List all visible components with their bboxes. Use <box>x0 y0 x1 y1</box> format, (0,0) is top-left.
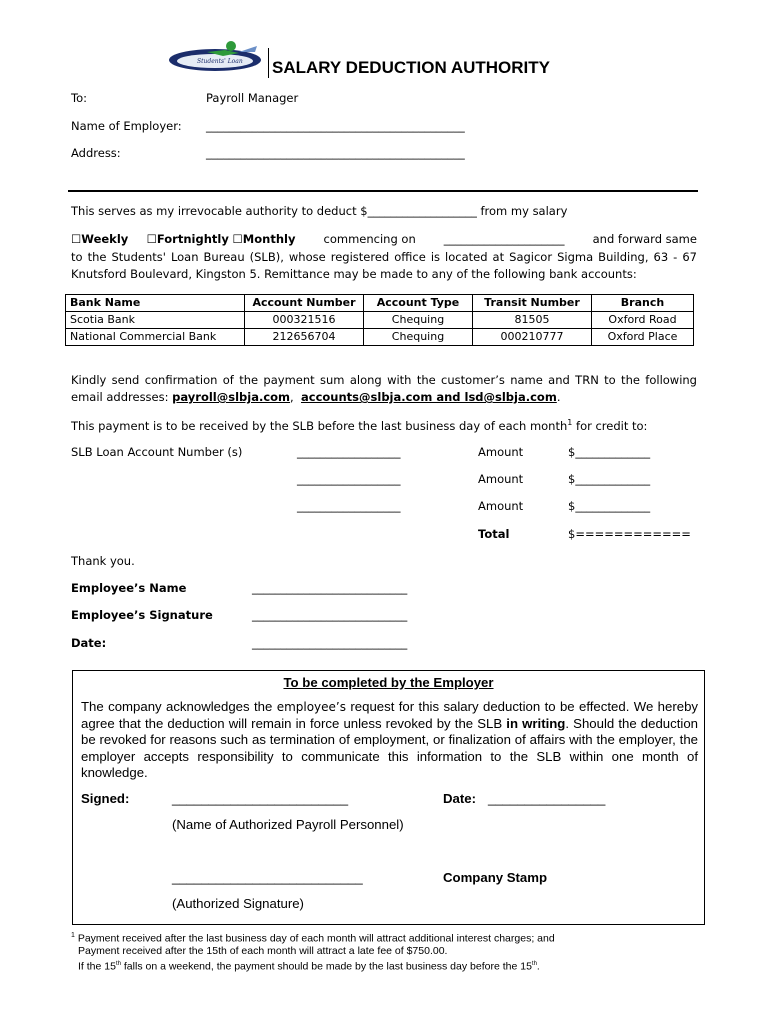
cell-account-type: Chequing <box>364 312 473 329</box>
frequency-line <box>71 232 697 246</box>
total-label: Total <box>478 527 510 541</box>
employer-paragraph <box>81 699 698 782</box>
authority-line <box>71 204 567 218</box>
para-part-1: The company acknowledges the <box>81 699 273 714</box>
employee-word: employee’s <box>276 700 346 714</box>
cell-account-type: Chequing <box>364 329 473 346</box>
confirmation-text: Kindly send confirmation of the payment sum along with the customer’s name and TRN to the following email addresses: <box>71 373 697 404</box>
authority-paragraph: to the Students' Loan Bureau (SLB), whose registered office is located at Sagicor Sigma Building, 63 - 67 Knutsford Boulevard, Kingston 5. Remittance may be made to any of the following bank accounts: <box>71 250 697 281</box>
email-separator: , <box>290 390 294 404</box>
email-link-payroll[interactable]: payroll@slbja.com <box>172 390 291 404</box>
amount-label-1: Amount <box>478 445 524 459</box>
employer-date-field[interactable]: ________________ <box>488 791 606 806</box>
payment-note-text: This payment is to be received by the SLB before the last business day of each month <box>71 418 568 433</box>
authority-prefix: This serves as my irrevocable authority to deduct $ <box>71 204 368 218</box>
footnote-sup-2: th <box>531 960 537 967</box>
cell-transit-number: 000210777 <box>473 329 592 346</box>
footnote-sup-1: th <box>115 960 121 967</box>
payment-note-suffix: for credit to: <box>576 418 648 433</box>
loan-account-label: SLB Loan Account Number (s) <box>71 445 243 459</box>
amount-field-3[interactable]: $_____________ <box>568 499 651 513</box>
payroll-personnel-caption: (Name of Authorized Payroll Personnel) <box>172 817 404 832</box>
col-bank-name: Bank Name <box>66 295 245 312</box>
checkbox-weekly[interactable]: ☐Weekly <box>71 232 129 246</box>
footnote-line-1 <box>71 930 555 945</box>
loan-account-field-3[interactable]: __________________ <box>297 499 401 513</box>
payment-note <box>71 418 647 433</box>
authority-suffix: from my salary <box>480 204 568 218</box>
employee-signature-field[interactable]: ___________________________ <box>252 608 408 622</box>
thank-you: Thank you. <box>71 554 135 568</box>
footnote-number: 1 <box>71 932 75 939</box>
title-divider <box>268 48 269 78</box>
footnote-text-3c: . <box>536 960 540 972</box>
date-field[interactable]: ___________________________ <box>252 636 408 650</box>
signed-field[interactable]: ________________________ <box>172 791 349 806</box>
col-transit-number: Transit Number <box>473 295 592 312</box>
footnote-marker: 1 <box>567 418 573 427</box>
footnote-line-2 <box>71 945 555 958</box>
amount-field-2[interactable]: $_____________ <box>568 472 651 486</box>
forward-text: and forward same <box>592 232 697 246</box>
total-value: $============ <box>568 527 691 541</box>
signed-label: Signed: <box>81 791 130 806</box>
cell-account-number: 212656704 <box>245 329 364 346</box>
para-part-3: . Should the deduction be revoked for reasons such as termination of employment, or finalization of affairs with the employer, the employer accepts responsibility to communicate this information to the SLB within one month of knowledge. <box>81 715 698 780</box>
footnote <box>71 930 555 973</box>
amount-field-1[interactable]: $_____________ <box>568 445 651 459</box>
footnote-text-3a: If the 15 <box>78 960 116 972</box>
footnote-text-1: Payment received after the last business day of each month will attract additional interest charges; and <box>77 932 555 945</box>
cell-bank-name: National Commercial Bank <box>66 329 245 346</box>
to-value: Payroll Manager <box>206 91 299 105</box>
employee-name-field[interactable]: ___________________________ <box>252 581 408 595</box>
company-stamp-label: Company Stamp <box>443 870 548 885</box>
col-branch: Branch <box>592 295 694 312</box>
table-row <box>66 329 694 346</box>
amount-label-2: Amount <box>478 472 524 486</box>
confirmation-paragraph <box>71 372 697 406</box>
amount-label-3: Amount <box>478 499 524 513</box>
footnote-text-3b: falls on a weekend, the payment should be made by the last business day before the 15 <box>123 960 532 972</box>
bank-accounts-table <box>65 294 694 346</box>
email-link-accounts[interactable]: accounts@slbja.com and lsd@slbja.com <box>301 390 557 404</box>
employer-field[interactable]: _____________________________________________ <box>206 119 465 133</box>
employee-signature-label: Employee’s Signature <box>71 608 213 622</box>
cell-branch: Oxford Place <box>592 329 694 346</box>
cell-transit-number: 81505 <box>473 312 592 329</box>
employee-name-label: Employee’s Name <box>71 581 187 595</box>
address-field[interactable]: _____________________________________________ <box>206 146 465 160</box>
loan-account-field-2[interactable]: __________________ <box>297 472 401 486</box>
deduction-amount-field[interactable]: ___________________ <box>367 204 477 218</box>
cell-account-number: 000321516 <box>245 312 364 329</box>
svg-text:Students' Loan: Students' Loan <box>197 58 243 65</box>
table-header-row <box>66 295 694 312</box>
checkbox-monthly[interactable]: ☐Monthly <box>232 232 296 246</box>
confirmation-end: . <box>556 390 561 404</box>
page-title: SALARY DEDUCTION AUTHORITY <box>272 58 550 77</box>
slb-logo <box>167 38 263 74</box>
employer-section-heading: To be completed by the Employer <box>283 675 494 690</box>
employer-date-label: Date: <box>443 791 476 806</box>
cell-branch: Oxford Road <box>592 312 694 329</box>
employer-label: Name of Employer: <box>71 119 182 133</box>
col-account-type: Account Type <box>364 295 473 312</box>
to-label: To: <box>71 91 87 105</box>
footnote-text-2: Payment received after the 15th of each month will attract a late fee of $750.00. <box>78 945 448 957</box>
commencing-text: commencing on <box>323 232 416 246</box>
para-part-2: request for this salary deduction to be effected. We hereby agree that the deduction will remain in force unless revoked by the SLB <box>81 699 698 731</box>
authorized-signature-field[interactable]: __________________________ <box>172 870 363 885</box>
col-account-number: Account Number <box>245 295 364 312</box>
in-writing: in writing <box>506 715 566 731</box>
date-label: Date: <box>71 636 107 650</box>
address-label: Address: <box>71 146 121 160</box>
checkbox-fortnightly[interactable]: ☐Fortnightly <box>146 232 229 246</box>
loan-account-field-1[interactable]: __________________ <box>297 445 401 459</box>
table-row <box>66 312 694 329</box>
commencing-date-field[interactable]: _____________________ <box>443 232 565 246</box>
section-divider <box>68 190 698 192</box>
authorized-signature-caption: (Authorized Signature) <box>172 896 304 911</box>
footnote-line-3 <box>71 958 555 973</box>
cell-bank-name: Scotia Bank <box>66 312 245 329</box>
